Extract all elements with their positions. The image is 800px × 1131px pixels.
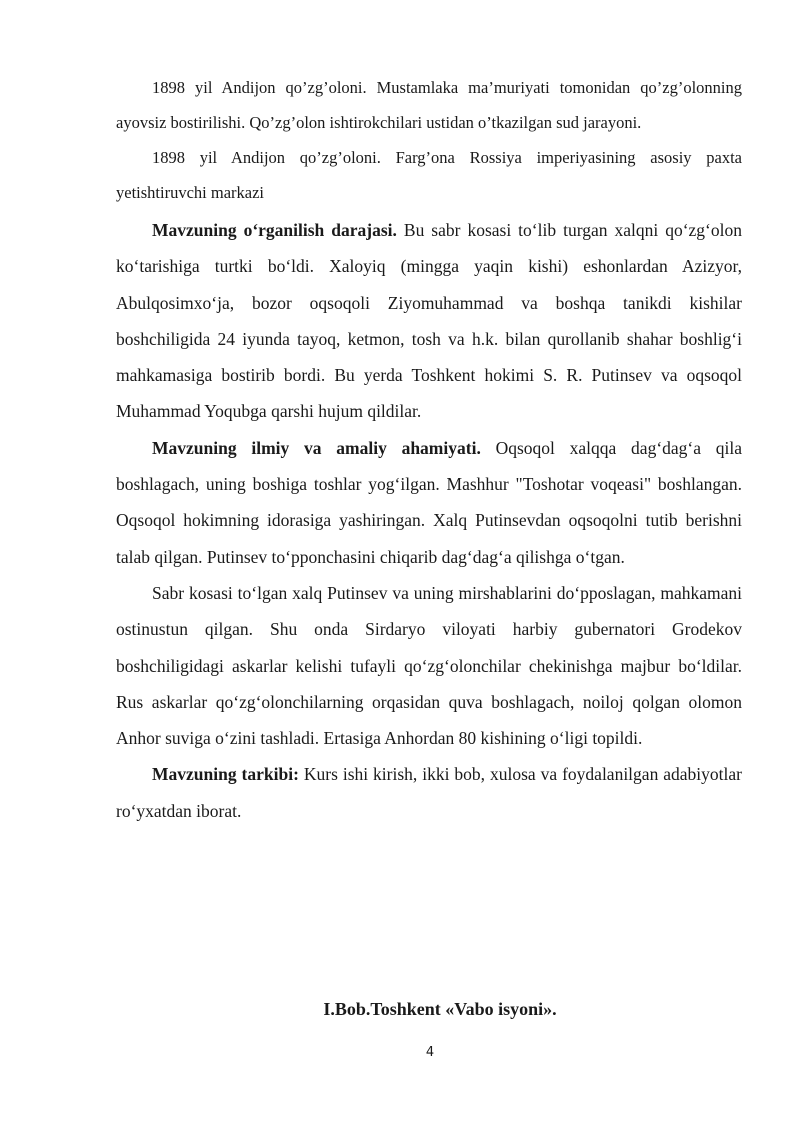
paragraph-structure	[116, 756, 742, 829]
heading-structure: Mavzuning tarkibi:	[152, 764, 299, 785]
text-significance: Oqsoqol xalqqa dag‘dag‘a qila boshlagach, uning boshiga toshlar yog‘ilgan. Mashhur "Toshotar voqeasi" boshlangan. Oqsoqol hokimning idorasiga yashiringan. Xalq Putinsevdan oqsoqolni tutib berishni talab qilgan. Putinsev to‘pponchasini chiqarib dag‘dag‘a qilishga o‘tgan.	[116, 437, 742, 567]
paragraph-research-level	[116, 212, 742, 430]
text-research-level: Bu sabr kosasi to‘lib turgan xalqni qo‘zg‘olon ko‘tarishiga turtki bo‘ldi. Xaloyiq (mingga yaqin kishi) eshonlardan Azizyor, Abulqosimxo‘ja, bozor oqsoqoli Ziyomuhammad va boshqa tanikdi kishilar boshchiligida 24 iyunda tayoq, ketmon, tosh va h.k. bilan qurollanib shahar boshlig‘i mahkamasiga bostirib bordi. Bu yerda Toshkent hokimi S. R. Putinsev va oqsoqol Muhammad Yoqubga qarshi hujum qildilar.	[116, 220, 742, 422]
paragraph-sabr-kosasi: Sabr kosasi to‘lgan xalq Putinsev va uning mirshablarini do‘pposlagan, mahkamani ostinustun qilgan. Shu onda Sirdaryo viloyati harbiy gubernatori Grodekov boshchiligidagi askarlar kelishi tufayli qo‘zg‘olonchilar chekinishga majbur bo‘ldilar. Rus askarlar qo‘zg‘olonchilarning orqasidan quva boshlagach, noiloj qolgan olomon Anhor suviga o‘zini tashladi. Ertasiga Anhordan 80 kishining o‘ligi topildi.	[116, 582, 742, 749]
document-body	[116, 70, 742, 829]
page-number: 4	[425, 1045, 435, 1060]
heading-significance: Mavzuning ilmiy va amaliy ahamiyati.	[152, 437, 481, 458]
heading-research-level: Mavzuning o‘rganilish darajasi.	[152, 220, 397, 240]
chapter-title: I.Bob.Toshkent «Vabo isyoni».	[323, 999, 557, 1019]
paragraph-fergana: 1898 yil Andijon qo’zg’oloni. Farg’ona Rossiya imperiyasining asosiy paxta yetishtiruvchi markazi	[116, 148, 742, 202]
paragraph-significance	[116, 430, 742, 575]
text-structure: Kurs ishi kirish, ikki bob, xulosa va foydalanilgan adabiyotlar ro‘yxatdan iborat.	[116, 764, 742, 821]
paragraph-andijon-uprising: 1898 yil Andijon qo’zg’oloni. Mustamlaka ma’muriyati tomonidan qo’zg’olonning ayovsiz bostirilishi. Qo’zg’olon ishtirokchilari ustidan o’tkazilgan sud jarayoni.	[116, 78, 742, 132]
